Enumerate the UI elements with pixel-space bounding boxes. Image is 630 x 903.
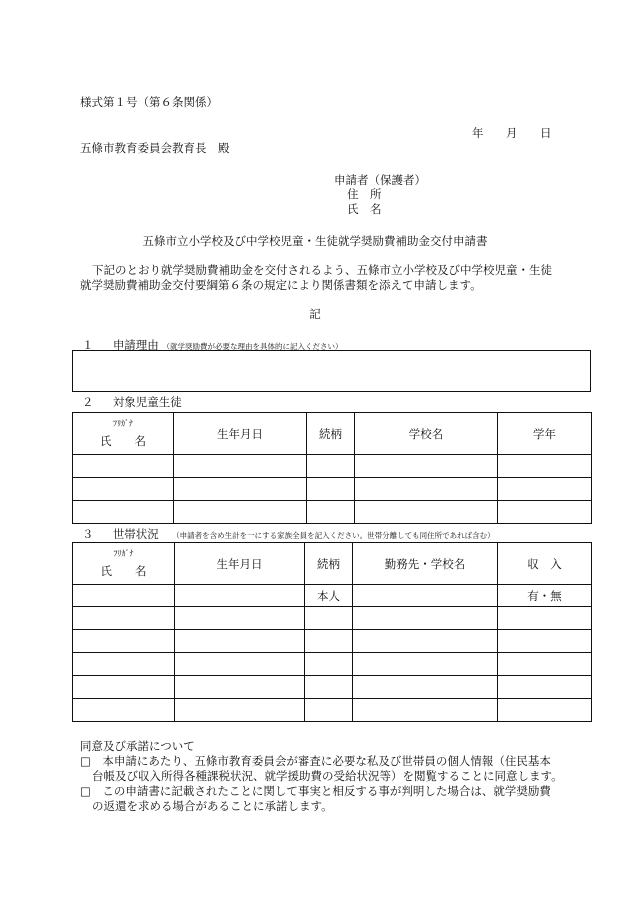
header-furigana: ﾌﾘｶﾞﾅ (113, 549, 134, 558)
document-title: 五條市立小学校及び中学校児童・生徒就学奨励費補助金交付申請書 (142, 234, 488, 248)
birth-cell[interactable] (175, 630, 305, 653)
birth-cell[interactable] (175, 607, 305, 630)
birth-cell[interactable] (175, 585, 305, 607)
date-day-label: 日 (540, 126, 552, 140)
name-cell[interactable] (73, 676, 175, 699)
consent-item-1-line-2: 台帳及び収入所得各種課税状況、就学援助費の受給状況等）を閲覧することに同意します。 (92, 769, 563, 783)
table-row (73, 676, 592, 699)
section3-heading (82, 526, 495, 542)
relation-cell[interactable] (305, 630, 353, 653)
birth-cell[interactable] (175, 676, 305, 699)
date-month-label: 月 (506, 126, 518, 140)
birth-cell[interactable] (174, 478, 307, 501)
section2-number: ２ (82, 395, 94, 409)
income-cell[interactable] (498, 653, 592, 676)
consent-item-2-line-2: の返還を求める場合があることに承諾します。 (92, 799, 333, 813)
grade-cell[interactable] (498, 501, 592, 524)
school-cell[interactable] (355, 455, 498, 478)
section1-title: 申請理由 (112, 338, 159, 352)
name-cell[interactable] (73, 653, 175, 676)
table-row (73, 699, 592, 722)
school-cell[interactable] (355, 501, 498, 524)
name-cell[interactable] (73, 455, 174, 478)
section1-number: １ (82, 338, 94, 352)
header-name-cell (73, 413, 174, 455)
school-cell[interactable] (355, 478, 498, 501)
income-cell[interactable] (498, 676, 592, 699)
consent-item-2-line-1[interactable]: □ この申請書に記載されたことに関して事実と相反する事が判明した場合は、就学奨励費 (80, 784, 551, 798)
birth-cell[interactable] (174, 501, 307, 524)
relation-cell[interactable] (305, 699, 353, 722)
target-students-table (72, 412, 592, 524)
header-birth: 生年月日 (175, 543, 305, 585)
income-cell[interactable] (498, 630, 592, 653)
household-table (72, 542, 592, 722)
name-cell[interactable] (73, 501, 174, 524)
ki-label: 記 (309, 307, 321, 321)
date-year-label: 年 (472, 126, 484, 140)
relation-cell[interactable] (305, 607, 353, 630)
header-school: 学校名 (355, 413, 498, 455)
applicant-title: 申請者（保護者） (334, 173, 426, 187)
grade-cell[interactable] (498, 455, 592, 478)
table-row (73, 501, 592, 524)
reason-input-box[interactable] (72, 350, 591, 392)
applicant-name-label: 氏 名 (347, 202, 382, 216)
header-income: 収 入 (498, 543, 592, 585)
relation-self: 本人 (305, 585, 353, 607)
section1-note: （就学奨励費が必要な理由を具体的に記入ください） (162, 342, 343, 351)
table-row (73, 585, 592, 607)
consent-heading: 同意及び承諾について (80, 739, 195, 753)
header-relation: 続柄 (305, 543, 353, 585)
addressee: 五條市教育委員会教育長 殿 (80, 141, 230, 155)
table-row (73, 455, 592, 478)
header-name-cell (73, 543, 175, 585)
section3-note: （申請者を含め生計を一にする家族全員を記入ください。世帯分離しても同住所であれば含む） (172, 531, 495, 540)
name-cell[interactable] (73, 478, 174, 501)
header-relation: 続柄 (307, 413, 355, 455)
birth-cell[interactable] (174, 455, 307, 478)
relation-cell[interactable] (305, 676, 353, 699)
workplace-cell[interactable] (353, 607, 498, 630)
relation-cell[interactable] (307, 501, 355, 524)
header-furigana: ﾌﾘｶﾞﾅ (113, 419, 133, 428)
section2-heading (82, 394, 182, 410)
birth-cell[interactable] (175, 653, 305, 676)
table-row (73, 607, 592, 630)
table-row (73, 653, 592, 676)
name-cell[interactable] (73, 585, 175, 607)
header-workplace: 勤務先・学校名 (353, 543, 498, 585)
intro-line-2: 就学奨励費補助金交付要綱第６条の規定により関係書類を添えて申請します。 (80, 278, 482, 292)
name-cell[interactable] (73, 630, 175, 653)
header-grade: 学年 (498, 413, 592, 455)
relation-cell[interactable] (307, 478, 355, 501)
section2-title: 対象児童生徒 (112, 395, 182, 409)
workplace-cell[interactable] (353, 699, 498, 722)
table-header-row (73, 543, 592, 585)
grade-cell[interactable] (498, 478, 592, 501)
section3-number: ３ (82, 527, 94, 541)
section3-title: 世帯状況 (112, 527, 159, 541)
income-cell[interactable] (498, 607, 592, 630)
header-name: 氏 名 (100, 434, 146, 448)
applicant-address-label: 住 所 (347, 187, 382, 201)
workplace-cell[interactable] (353, 630, 498, 653)
name-cell[interactable] (73, 699, 175, 722)
intro-line-1: 下記のとおり就学奨励費補助金を交付されるよう、五條市立小学校及び中学校児童・生徒 (92, 263, 552, 277)
workplace-cell[interactable] (353, 653, 498, 676)
form-number: 様式第１号（第６条関係） (80, 95, 218, 109)
table-row (73, 478, 592, 501)
consent-item-1-line-1[interactable]: □ 本申請にあたり、五條市教育委員会が審査に必要な私及び世帯員の個人情報（住民基本 (80, 754, 551, 768)
name-cell[interactable] (73, 607, 175, 630)
workplace-cell[interactable] (353, 676, 498, 699)
relation-cell[interactable] (305, 653, 353, 676)
income-yes-no[interactable]: 有・無 (498, 585, 592, 607)
table-header-row (73, 413, 592, 455)
relation-cell[interactable] (307, 455, 355, 478)
header-name: 氏 名 (100, 564, 147, 578)
header-birth: 生年月日 (174, 413, 307, 455)
table-row (73, 630, 592, 653)
workplace-cell[interactable] (353, 585, 498, 607)
birth-cell[interactable] (175, 699, 305, 722)
income-cell[interactable] (498, 699, 592, 722)
